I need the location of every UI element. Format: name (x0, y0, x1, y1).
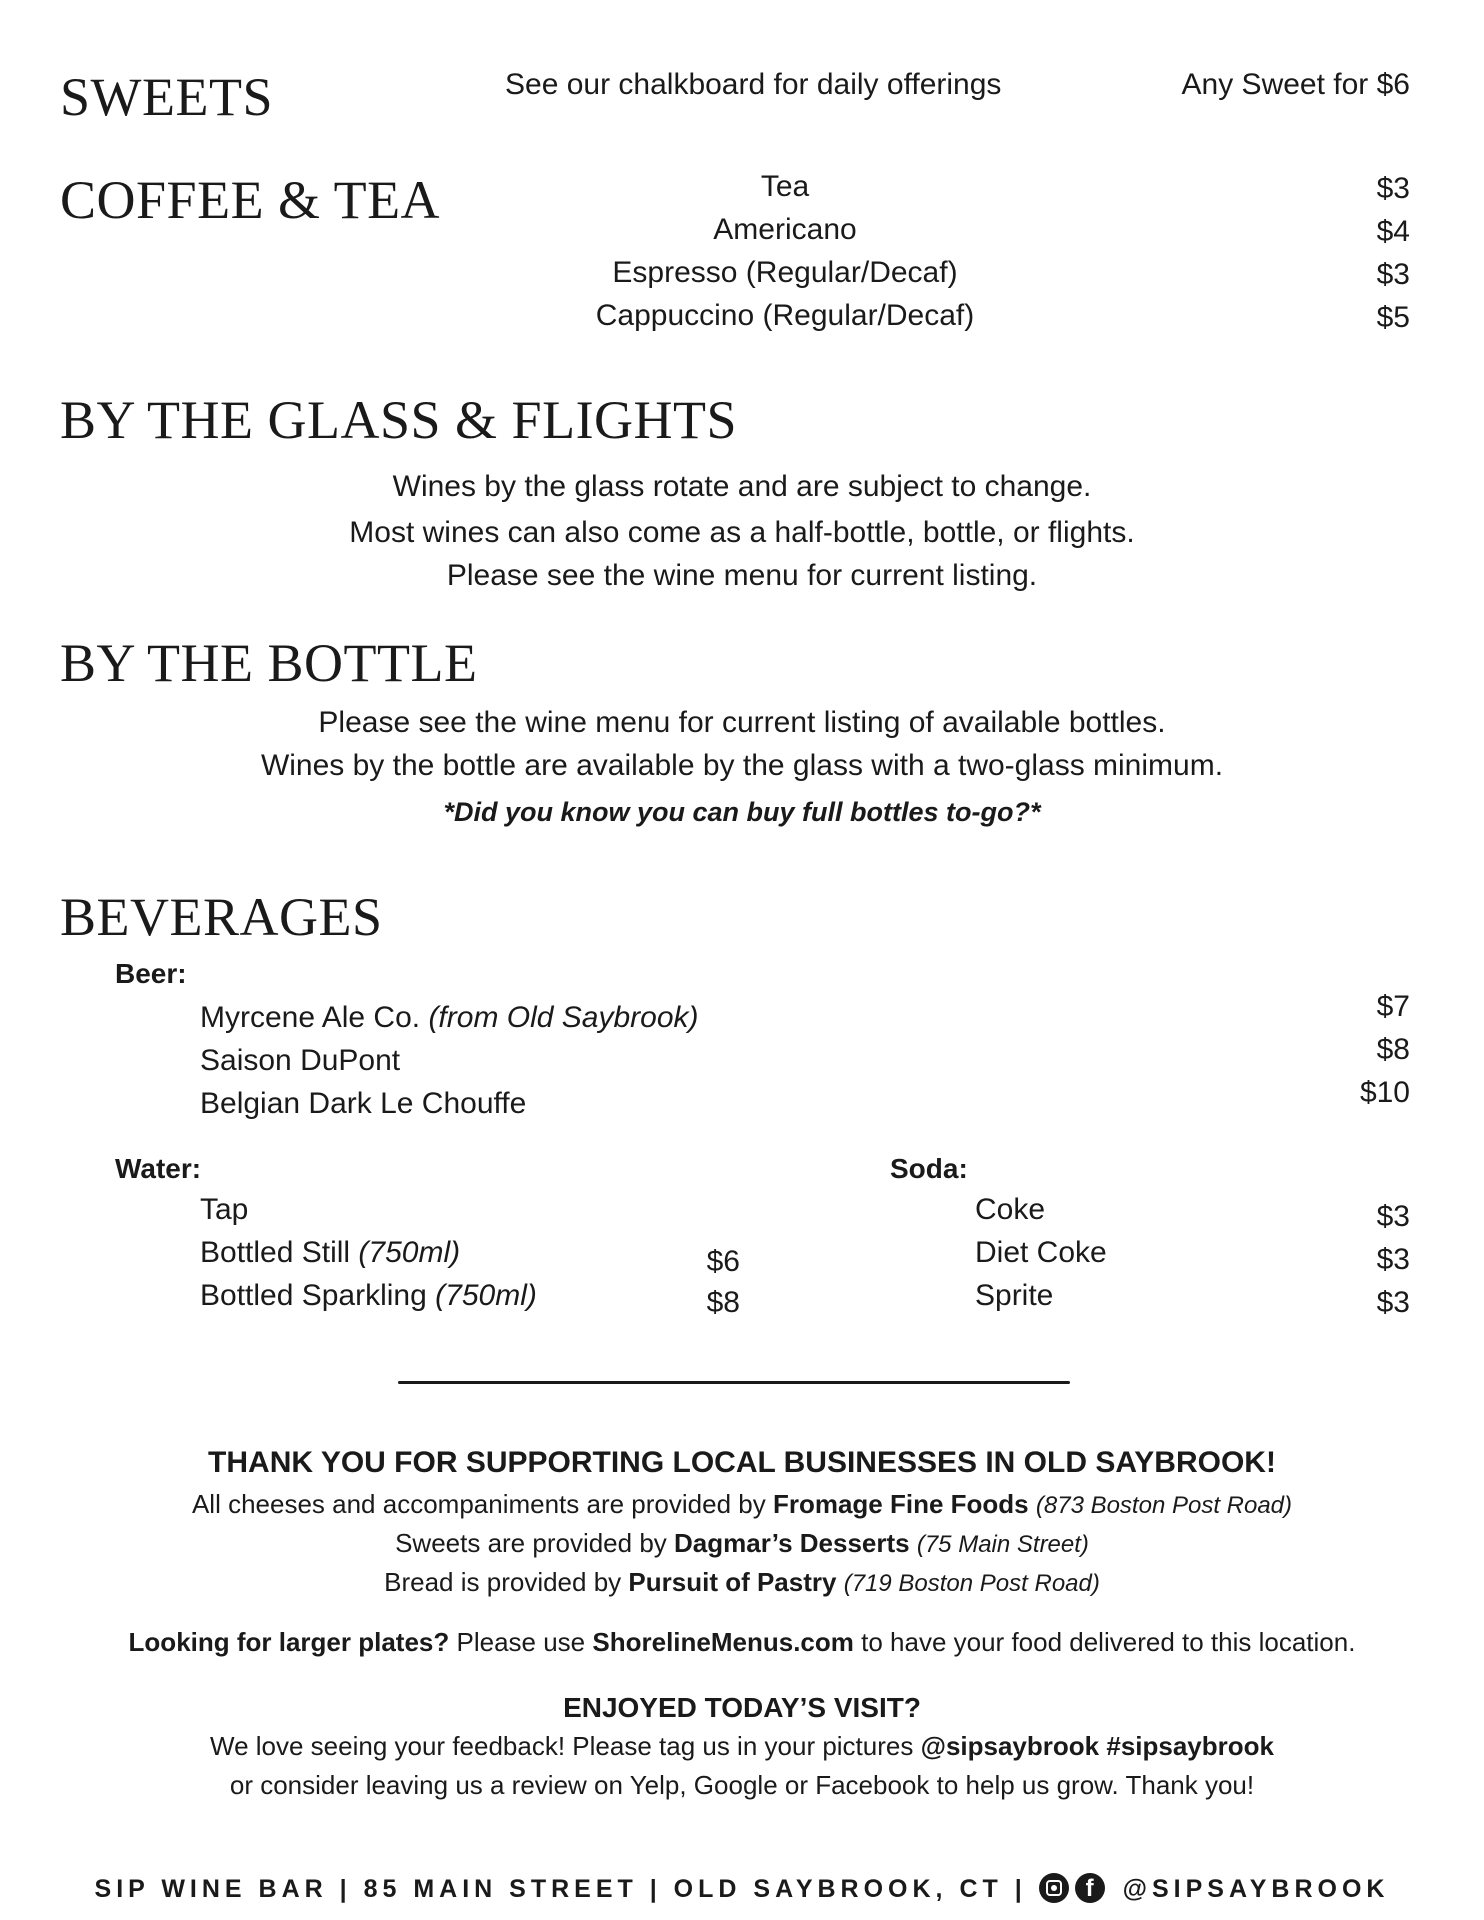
water-item-name: Bottled Sparkling (200, 1279, 427, 1312)
coffee-item-price: $3 (1376, 258, 1410, 291)
beer-label: Beer: (115, 958, 187, 989)
vendor-address: (719 Boston Post Road) (843, 1570, 1100, 1597)
visit-line-1 (0, 1731, 1484, 1762)
coffee-item-price: $3 (1376, 172, 1410, 205)
beer-item-name: Myrcene Ale Co. (200, 1001, 421, 1034)
section-divider (398, 1381, 1070, 1384)
soda-item-name: Sprite (975, 1279, 1054, 1312)
instagram-handle[interactable]: @sipsaybrook (920, 1731, 1100, 1761)
thanks-pre: Bread is provided by (384, 1567, 622, 1597)
footer (0, 1873, 1484, 1904)
larger-plates-line (0, 1627, 1484, 1658)
beverages-heading: BEVERAGES (60, 887, 383, 947)
visit-line-2: or consider leaving us a review on Yelp, Google or Facebook to help us grow. Thank you! (229, 1770, 1255, 1800)
coffee-item-name: Espresso (Regular/Decaf) (612, 256, 958, 289)
beer-item-price: $8 (1376, 1033, 1410, 1066)
water-label: Water: (115, 1153, 202, 1184)
soda-item-name: Diet Coke (975, 1236, 1107, 1269)
thanks-sweets-line (0, 1528, 1484, 1559)
visit-text: We love seeing your feedback! Please tag us in your pictures (210, 1731, 914, 1761)
thanks-cheese-line (0, 1489, 1484, 1520)
soda-item-price: $3 (1376, 1200, 1410, 1233)
sweets-heading: SWEETS (60, 67, 273, 127)
vendor-name: Pursuit of Pastry (628, 1567, 837, 1597)
glass-heading: BY THE GLASS & FLIGHTS (60, 390, 738, 450)
instagram-icon[interactable] (1039, 1873, 1069, 1903)
soda-item-name: Coke (975, 1193, 1046, 1226)
shoreline-menus-link[interactable]: ShorelineMenus.com (592, 1627, 854, 1657)
beer-item-price: $7 (1376, 990, 1410, 1023)
coffee-item-price: $5 (1376, 301, 1410, 334)
soda-item-price: $3 (1376, 1286, 1410, 1319)
coffee-item-name: Cappuccino (Regular/Decaf) (595, 299, 975, 332)
sweets-price-note: Any Sweet for $6 (1181, 68, 1410, 101)
facebook-icon[interactable]: f (1075, 1873, 1105, 1903)
water-item-note: (750ml) (435, 1279, 537, 1312)
coffee-item-name: Tea (760, 170, 810, 203)
plates-mid: Please use (456, 1627, 586, 1657)
beer-item-name: Belgian Dark Le Chouffe (200, 1087, 527, 1120)
soda-label: Soda: (890, 1153, 968, 1184)
soda-item-price: $3 (1376, 1243, 1410, 1276)
glass-line: Most wines can also come as a half-bottle, bottle, or flights. (349, 516, 1135, 549)
footer-handle[interactable]: @SIPSAYBROOK (1122, 1875, 1390, 1903)
water-item-name: Tap (200, 1193, 249, 1226)
thanks-heading: THANK YOU FOR SUPPORTING LOCAL BUSINESSES IN OLD SAYBROOK! (208, 1446, 1276, 1479)
beer-item-note: (from Old Saybrook) (428, 1001, 699, 1034)
beer-item-name: Saison DuPont (200, 1044, 401, 1077)
beer-item-price: $10 (1359, 1076, 1410, 1109)
coffee-heading: COFFEE & TEA (60, 170, 441, 230)
beer-item (200, 1003, 699, 1033)
bottle-line: Wines by the bottle are available by the glass with a two-glass minimum. (260, 749, 1224, 782)
water-item (200, 1281, 537, 1311)
vendor-address: (75 Main Street) (916, 1531, 1089, 1558)
hashtag[interactable]: #sipsaybrook (1106, 1731, 1274, 1761)
water-item-price: $6 (706, 1245, 740, 1278)
thanks-pre: All cheeses and accompaniments are provided by (191, 1489, 766, 1519)
glass-line: Wines by the glass rotate and are subject to change. (392, 470, 1092, 503)
coffee-item-price: $4 (1376, 215, 1410, 248)
sweets-note: See our chalkboard for daily offerings (505, 68, 1002, 101)
thanks-pre: Sweets are provided by (395, 1528, 667, 1558)
vendor-name: Fromage Fine Foods (772, 1489, 1029, 1519)
bottle-heading: BY THE BOTTLE (60, 633, 478, 693)
water-item-name: Bottled Still (200, 1236, 351, 1269)
vendor-name: Dagmar’s Desserts (674, 1528, 910, 1558)
water-item (200, 1238, 460, 1268)
plates-lead: Looking for larger plates? (128, 1627, 450, 1657)
coffee-item-name: Americano (713, 213, 857, 246)
water-item-price: $8 (706, 1286, 740, 1319)
footer-address: SIP WINE BAR | 85 MAIN STREET | OLD SAYBROOK, CT | (94, 1875, 1027, 1903)
plates-tail: to have your food delivered to this location. (861, 1627, 1356, 1657)
glass-line: Please see the wine menu for current listing. (446, 559, 1038, 592)
water-item-note: (750ml) (358, 1236, 461, 1269)
visit-heading: ENJOYED TODAY’S VISIT? (563, 1692, 921, 1723)
bottle-line: Please see the wine menu for current listing of available bottles. (318, 706, 1166, 739)
thanks-bread-line (0, 1567, 1484, 1598)
vendor-address: (873 Boston Post Road) (1035, 1492, 1293, 1519)
bottle-tagline: *Did you know you can buy full bottles to-go?* (443, 797, 1041, 827)
